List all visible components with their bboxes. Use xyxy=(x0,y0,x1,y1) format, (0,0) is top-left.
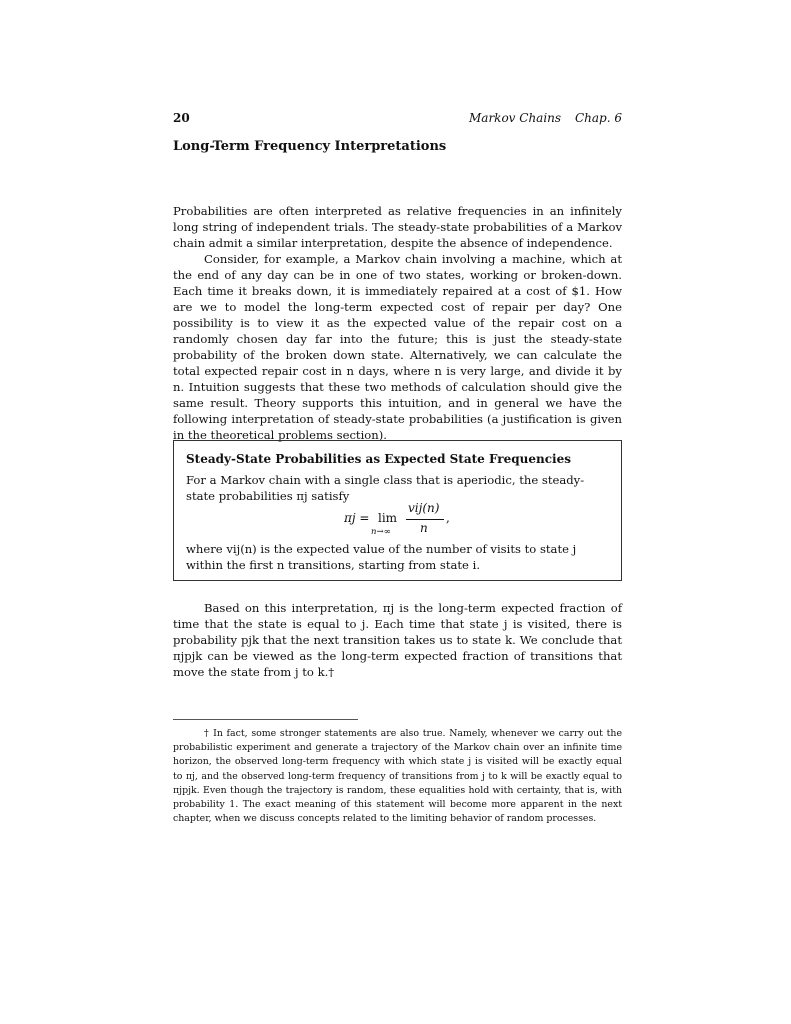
footnote-rule xyxy=(173,719,358,720)
box-text-intro: For a Markov chain with a single class that is aperiodic, the steady-state probabilities πj satisfy xyxy=(186,473,585,503)
steady-state-equation xyxy=(344,501,454,543)
fraction-denominator: n xyxy=(420,521,428,535)
box-text-where: where vij(n) is the expected value of the number of visits to state j within the first n transitions, starting from state i. xyxy=(186,542,577,572)
paragraph-3: Based on this interpretation, πj is the long-term expected fraction of time that the state is equal to j. Each time that state j is visited, there is probability pjk that the next transition takes us to state k. We conclude that πjpjk can be viewed as the long-term expected fraction of transitions that move the state from j to k.† xyxy=(173,601,622,679)
page-number: 20 xyxy=(173,111,190,125)
limit-operator: lim xyxy=(378,511,398,525)
equation-lhs: πj = xyxy=(344,511,370,525)
chapter-label: Chap. 6 xyxy=(574,111,622,125)
paragraph-2: Consider, for example, a Markov chain involving a machine, which at the end of any day can be in one of two states, working or broken-down. Each time it breaks down, it is immediately repaired at a cost of $1. How are we to model the long-term expected cost of repair per day? One possibility is to view it as the expected value of the repair cost on a randomly chosen day far into the future; this is just the steady-state probability of the broken down state. Alternatively, we can calculate the total expected repair cost in n days, where n is very large, and divide it by n. Intuition suggests that these two methods of calculation should give the same result. Theory supports this intuition, and in general we have the following interpretation of steady-state probabilities (a justification is given in the theoretical problems section). xyxy=(173,252,622,442)
theorem-box xyxy=(173,440,622,581)
equation-comma: , xyxy=(446,511,450,525)
fraction-bar xyxy=(406,519,444,520)
body-text xyxy=(173,203,622,443)
footnote: † In fact, some stronger statements are also true. Namely, whenever we carry out the probabilistic experiment and generate a trajectory of the Markov chain over an infinite time horizon, the observed long-term frequency with which state j is visited will be exactly equal to πj, and the observed long-term frequency of transitions from j to k will be exactly equal to πjpjk. Even though the trajectory is random, these equalities hold with certainty, that is, with probability 1. The exact meaning of this statement will become more apparent in the next chapter, when we discuss concepts related to the limiting behavior of random processes. xyxy=(173,728,622,825)
section-title: Long-Term Frequency Interpretations xyxy=(173,139,447,154)
box-title: Steady-State Probabilities as Expected State Frequencies xyxy=(186,452,571,466)
limit-subscript: n→∞ xyxy=(371,527,391,537)
fraction-numerator: vij(n) xyxy=(408,501,440,515)
running-title: Markov Chains xyxy=(469,111,562,125)
paragraph-1: Probabilities are often interpreted as relative frequencies in an infinitely long string of independent trials. The steady-state probabilities of a Markov chain admit a similar interpretation, despite the absence of independence. xyxy=(173,204,622,250)
page-header xyxy=(173,111,622,127)
